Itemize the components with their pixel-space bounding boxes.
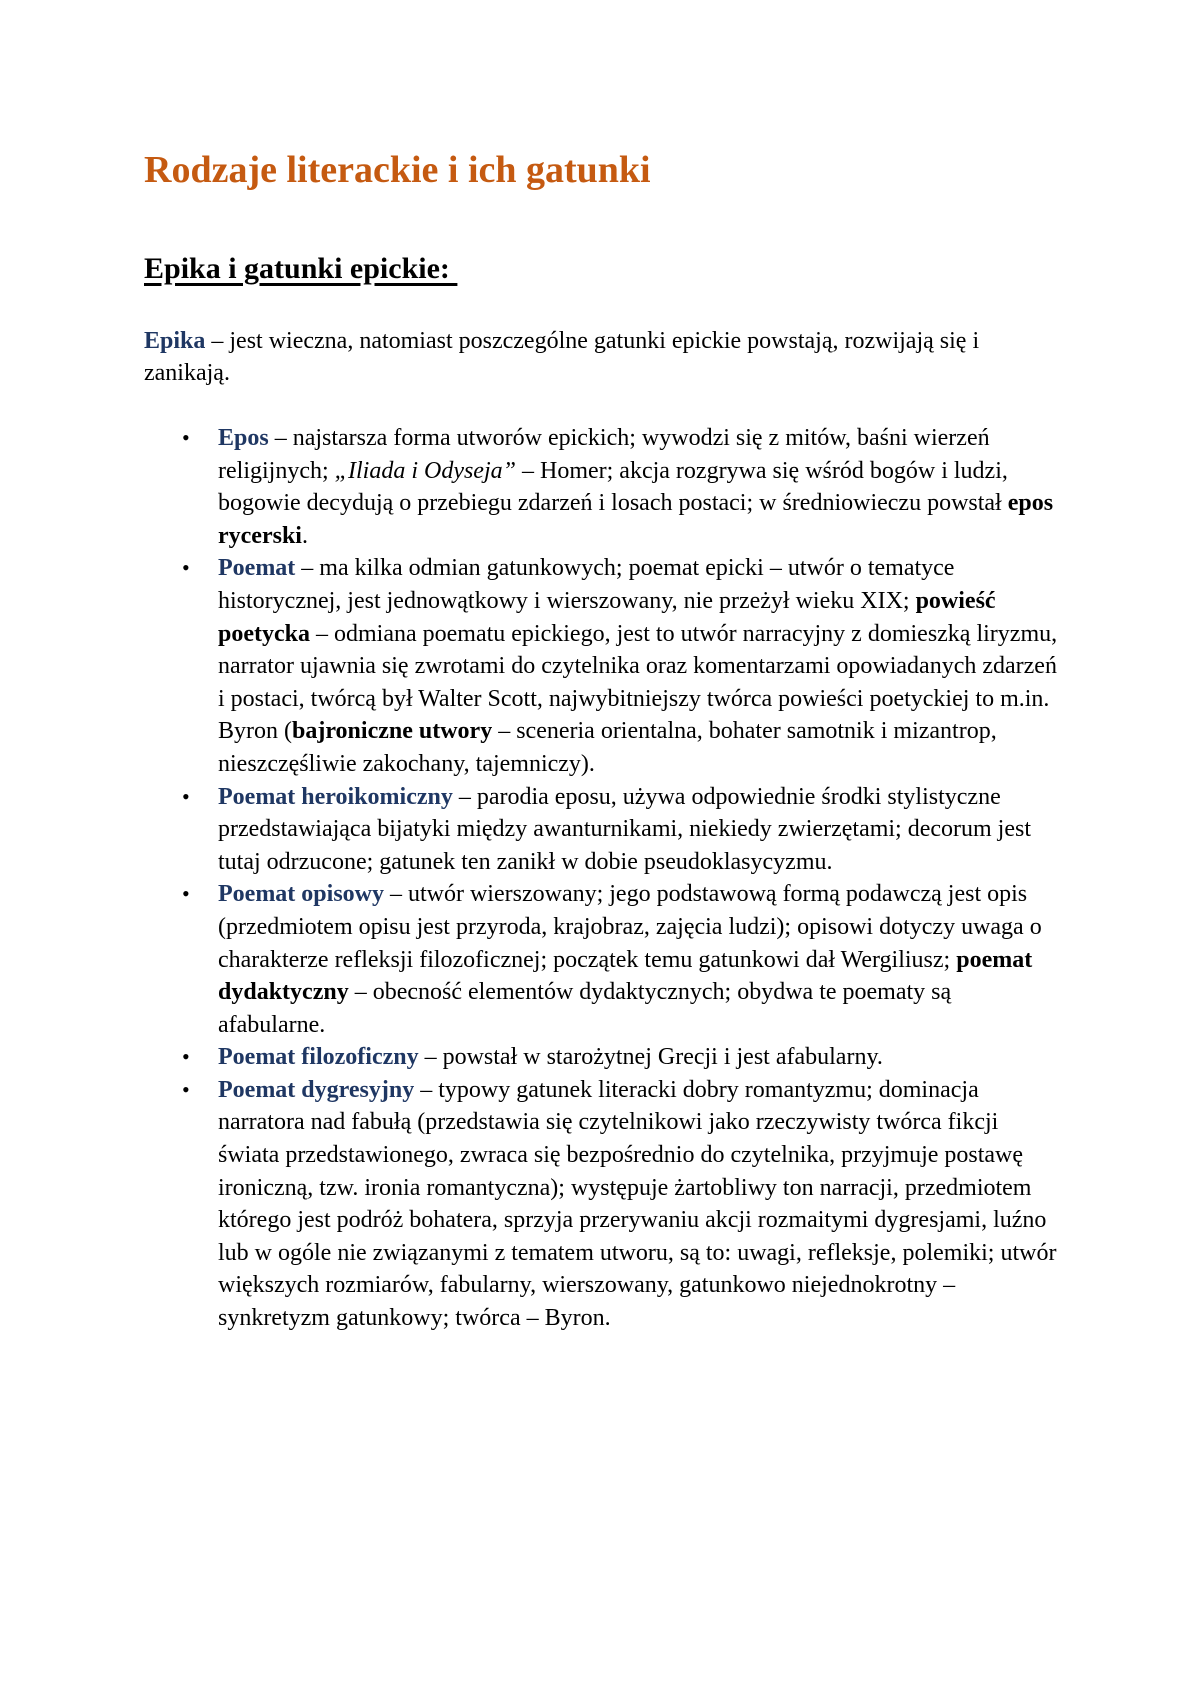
item-term: Poemat	[218, 555, 296, 582]
item-term: Poemat filozoficzny	[218, 1044, 419, 1071]
bullet-icon: •	[182, 1044, 190, 1070]
item-bold: epos rycerski	[218, 490, 1054, 549]
bullet-icon: •	[182, 1076, 190, 1102]
list-item-poemat-filozoficzny	[144, 1041, 1064, 1074]
list-item-poemat-opisowy	[144, 878, 1064, 1041]
genre-list	[144, 422, 1064, 1335]
item-bold: powieść poetycka	[218, 587, 996, 647]
item-text: – obecność elementów dydaktycznych; obydwa te poematy są afabularne.	[218, 979, 952, 1038]
intro-text: – jest wieczna, natomiast poszczególne gatunki epickie powstają, rozwijają się i zanikają.	[144, 328, 980, 386]
item-text: – ma kilka odmian gatunkowych; poemat epicki – utwór o tematyce historycznej, jest jednowątkowy i wierszowany, nie przeżył wieku XIX;	[218, 555, 955, 614]
item-text: .	[301, 522, 308, 549]
bullet-icon: •	[182, 555, 190, 581]
bullet-icon: •	[182, 425, 190, 450]
item-term: Poemat opisowy	[218, 881, 384, 908]
list-item-poemat-dygresyjny	[144, 1074, 1064, 1335]
bullet-icon: •	[182, 881, 190, 907]
item-text: – odmiana poematu epickiego, jest to utwór narracyjny z domieszką liryzmu, narrator ujawnia się zwrotami do czytelnika oraz komentarzami opowiadanych zdarzeń i postaci, twórcą był Walter Scott, najwybitniejszy twórca powieści poetyckiej to m.in. Byron (	[218, 620, 1058, 745]
item-bold: poemat dydaktyczny	[218, 946, 1033, 1006]
item-term: Epos	[218, 425, 269, 451]
item-bold: bajroniczne utwory	[292, 718, 493, 745]
item-text: – najstarsza forma utworów epickich; wywodzi się z mitów, baśni wierzeń religijnych;	[218, 425, 990, 484]
item-italic: „Iliada i Odyseja”	[334, 457, 516, 484]
item-term: Poemat dygresyjny	[218, 1076, 415, 1103]
item-text: – utwór wierszowany; jego podstawową formą podawczą jest opis (przedmiotem opisu jest przyroda, krajobraz, zajęcia ludzi); opisowi dotyczy uwaga o charakterze refleksji filozoficznej; początek temu gatunkowi dał Wergiliusz;	[218, 881, 1042, 973]
intro-term: Epika	[144, 328, 206, 354]
list-item-poemat-heroikomiczny	[144, 781, 1064, 879]
intro-paragraph	[144, 325, 1024, 389]
bullet-icon: •	[182, 783, 190, 809]
item-term: Poemat heroikomiczny	[218, 783, 453, 810]
list-item-epos	[144, 422, 1064, 552]
item-text: – Homer; akcja rozgrywa się wśród bogów i ludzi, bogowie decydują o przebiegu zdarzeń i losach postaci; w średniowieczu powstał	[218, 457, 1008, 517]
document-title: Rodzaje literackie i ich gatunki	[144, 149, 651, 191]
section-heading: Epika i gatunki epickie:	[144, 252, 458, 285]
item-text: – typowy gatunek literacki dobry romantyzmu; dominacja narratora nad fabułą (przedstawia się czytelnikowi jako rzeczywisty twórca fikcji świata przedstawionego, zwraca się bezpośrednio do czytelnika, przyjmuje postawę ironiczną, tzw. ironia romantyczna); występuje żartobliwy ton narracji, przedmiotem którego jest podróż bohatera, sprzyja przerywaniu akcji rozmaitymi dygresjami, luźno lub w ogóle nie związanymi z tematem utworu, są to: uwagi, refleksje, polemiki; utwór większych rozmiarów, fabularny, wierszowany, gatunkowo niejednokrotny – synkretyzm gatunkowy; twórca – Byron.	[218, 1076, 1057, 1332]
item-text: – parodia eposu, używa odpowiednie środki stylistyczne przedstawiająca bijatyki między awanturnikami, niekiedy zwierzętami; decorum jest tutaj odrzucone; gatunek ten zanikł w dobie pseudoklasycyzmu.	[218, 783, 1032, 875]
item-text: – powstał w starożytnej Grecji i jest afabularny.	[418, 1044, 883, 1071]
list-item-poemat	[144, 552, 1064, 780]
item-text: – sceneria orientalna, bohater samotnik i mizantrop, nieszczęśliwie zakochany, tajemniczy).	[218, 718, 997, 777]
